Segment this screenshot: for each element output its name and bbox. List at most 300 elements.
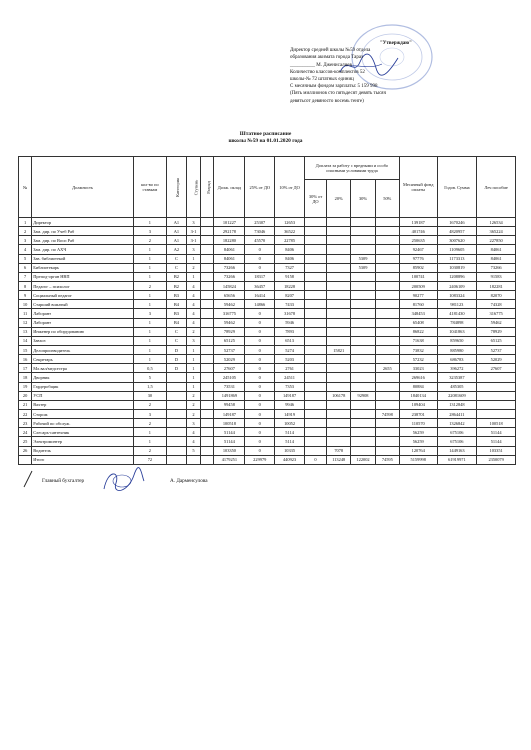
- table-row: [19, 291, 516, 300]
- grade-cell: [201, 318, 214, 327]
- table-cell: 0: [245, 419, 275, 428]
- table-cell: В3: [166, 309, 186, 318]
- table-cell: [351, 364, 375, 373]
- table-cell: 84061: [477, 254, 516, 263]
- table-cell: 139187: [399, 218, 437, 227]
- approval-line: школы-№ 72 штатных единиц: [290, 77, 354, 83]
- table-cell: 4: [186, 281, 200, 290]
- table-cell: [477, 409, 516, 418]
- table-cell: 52737: [214, 345, 245, 354]
- table-cell: [375, 263, 399, 272]
- table-cell: [327, 309, 351, 318]
- table-cell: 18228: [275, 281, 305, 290]
- table-cell: [166, 382, 186, 391]
- accountant-position: Главный бухгалтер: [42, 478, 85, 484]
- table-cell: [166, 428, 186, 437]
- table-cell: [304, 419, 326, 428]
- table-cell: [351, 309, 375, 318]
- table-cell: [304, 245, 326, 254]
- table-cell: 365224: [477, 227, 516, 236]
- table-cell: Старший вожатый: [32, 300, 134, 309]
- title-line: Штатное расписание: [239, 131, 292, 137]
- table-cell: 269616: [399, 373, 437, 382]
- table-cell: [351, 227, 375, 236]
- table-cell: 1: [186, 272, 200, 281]
- table-cell: 0: [245, 364, 275, 373]
- table-cell: 3: [186, 419, 200, 428]
- table-cell: 92908: [351, 391, 375, 400]
- table-row: [19, 336, 516, 345]
- table-cell: 1: [186, 364, 200, 373]
- table-cell: [304, 382, 326, 391]
- table-cell: 78929: [477, 327, 516, 336]
- table-row: [19, 355, 516, 364]
- table-cell: [375, 355, 399, 364]
- table-cell: [304, 218, 326, 227]
- table-cell: [327, 227, 351, 236]
- header-staff-count: кол-во по ставкам: [133, 157, 166, 218]
- staff-schedule-table: [18, 156, 516, 465]
- table-cell: 2761: [275, 364, 305, 373]
- table-cell: 0: [245, 373, 275, 382]
- table-cell: 100518: [477, 419, 516, 428]
- table-cell: 2: [133, 400, 166, 409]
- table-cell: [375, 309, 399, 318]
- table-cell: 3: [186, 336, 200, 345]
- table-cell: 1: [186, 345, 200, 354]
- table-cell: 1312848: [437, 400, 477, 409]
- total-row: [19, 455, 516, 464]
- table-cell: [327, 437, 351, 446]
- table-cell: [375, 254, 399, 263]
- table-cell: 3: [19, 236, 32, 245]
- table-cell: [375, 336, 399, 345]
- table-cell: 0: [245, 254, 275, 263]
- approval-line: (Пять миллионов сто пятьдесят девять тысяч: [290, 91, 387, 97]
- table-cell: 2864411: [437, 409, 477, 418]
- table-cell: [327, 327, 351, 336]
- table-cell: 103350: [214, 446, 245, 455]
- table-cell: 8406: [275, 245, 305, 254]
- grade-cell: [201, 446, 214, 455]
- table-cell: 1: [133, 355, 166, 364]
- table-cell: 3-1: [186, 236, 200, 245]
- table-cell: [375, 318, 399, 327]
- header-annual: Годов. Сумма: [437, 157, 477, 218]
- table-cell: [477, 373, 516, 382]
- table-cell: Социальный педагог: [32, 291, 134, 300]
- table-cell: [351, 437, 375, 446]
- table-cell: 1: [19, 218, 32, 227]
- table-cell: [304, 281, 326, 290]
- table-row: [19, 382, 516, 391]
- table-row: [19, 391, 516, 400]
- table-cell: Итого: [32, 455, 134, 464]
- table-cell: 56259: [399, 437, 437, 446]
- table-cell: [375, 345, 399, 354]
- table-cell: [304, 409, 326, 418]
- grade-cell: [201, 218, 214, 227]
- table-cell: С: [166, 254, 186, 263]
- table-cell: 250635: [399, 236, 437, 245]
- table-cell: 91583: [477, 272, 516, 281]
- grade-cell: [201, 437, 214, 446]
- table-cell: 0: [245, 382, 275, 391]
- table-cell: [375, 382, 399, 391]
- table-row: [19, 364, 516, 373]
- table-cell: 5946: [275, 318, 305, 327]
- table-row: [19, 419, 516, 428]
- table-cell: 1: [133, 336, 166, 345]
- table-cell: 11: [19, 309, 32, 318]
- table-cell: 65656: [214, 291, 245, 300]
- table-cell: 440923: [275, 455, 305, 464]
- table-cell: 74598: [375, 409, 399, 418]
- grade-cell: [201, 309, 214, 318]
- table-cell: [375, 391, 399, 400]
- table-cell: 57232: [399, 355, 437, 364]
- header-num: №: [19, 157, 32, 218]
- table-cell: 51144: [214, 437, 245, 446]
- table-cell: 51144: [214, 428, 245, 437]
- table-cell: 5203: [275, 355, 305, 364]
- table-cell: 0: [245, 309, 275, 318]
- footer: [42, 478, 208, 484]
- table-cell: [477, 382, 516, 391]
- table-cell: [304, 437, 326, 446]
- approval-title: "Утверждаю": [380, 41, 412, 46]
- table-cell: [375, 281, 399, 290]
- table-cell: 1: [133, 291, 166, 300]
- table-cell: 18: [19, 373, 32, 382]
- table-cell: Завхоз: [32, 336, 134, 345]
- table-cell: 103351: [477, 446, 516, 455]
- table-cell: 675106: [437, 428, 477, 437]
- table-cell: 1208896: [437, 272, 477, 281]
- table-cell: 0: [245, 263, 275, 272]
- table-row: [19, 428, 516, 437]
- table-cell: 675106: [437, 437, 477, 446]
- table-cell: [477, 391, 516, 400]
- table-cell: 981123: [437, 300, 477, 309]
- table-cell: 100518: [214, 419, 245, 428]
- table-cell: Сторож: [32, 409, 134, 418]
- table-cell: 110570: [399, 419, 437, 428]
- grade-cell: [201, 345, 214, 354]
- table-row: [19, 272, 516, 281]
- table-cell: 0: [245, 355, 275, 364]
- table-cell: 7893: [275, 327, 305, 336]
- table-cell: Библиотекарь: [32, 263, 134, 272]
- table-cell: 485305: [437, 382, 477, 391]
- table-cell: 3: [133, 409, 166, 418]
- table-cell: 2655: [375, 364, 399, 373]
- table-cell: Лаборант: [32, 318, 134, 327]
- table-row: [19, 409, 516, 418]
- grade-cell: [201, 364, 214, 373]
- table-cell: [304, 272, 326, 281]
- table-cell: 4: [186, 428, 200, 437]
- table-cell: 3: [133, 309, 166, 318]
- table-cell: [351, 327, 375, 336]
- table-cell: 2: [186, 400, 200, 409]
- table-cell: [304, 373, 326, 382]
- table-cell: [351, 382, 375, 391]
- table-cell: [375, 446, 399, 455]
- table-cell: 3-1: [186, 227, 200, 236]
- table-cell: 0: [245, 336, 275, 345]
- grade-cell: [201, 373, 214, 382]
- header-e20: 20%: [327, 180, 351, 218]
- header-pct10: 10% от ДО: [275, 157, 305, 218]
- table-cell: 316775: [477, 309, 516, 318]
- table-cell: Зав. библиотекой: [32, 254, 134, 263]
- table-row: [19, 236, 516, 245]
- table-cell: С: [166, 327, 186, 336]
- table-cell: [327, 355, 351, 364]
- table-cell: 0,5: [133, 364, 166, 373]
- table-cell: [304, 400, 326, 409]
- header-category: Категория: [166, 157, 186, 218]
- table-cell: Делопроизводитель: [32, 345, 134, 354]
- table-cell: 45570: [245, 236, 275, 245]
- table-cell: 1449163: [437, 446, 477, 455]
- accountant-name: А. Дарменсулова: [170, 478, 208, 484]
- approval-line: образования акимата города Тараз: [290, 55, 364, 61]
- table-cell: 56259: [399, 428, 437, 437]
- table-cell: 85902: [399, 263, 437, 272]
- table-cell: 6: [19, 263, 32, 272]
- table-cell: 1083324: [437, 291, 477, 300]
- table-cell: 20: [19, 391, 32, 400]
- header-e30: 30% от ДО: [304, 180, 326, 218]
- table-cell: [304, 345, 326, 354]
- table-cell: 86822: [399, 327, 437, 336]
- table-cell: 59462: [214, 318, 245, 327]
- table-cell: 2: [186, 391, 200, 400]
- table-cell: [327, 218, 351, 227]
- table-cell: [327, 263, 351, 272]
- table-cell: 17: [19, 364, 32, 373]
- table-cell: 36457: [245, 281, 275, 290]
- table-cell: 2350079: [477, 455, 516, 464]
- table-cell: 78929: [214, 327, 245, 336]
- table-cell: [375, 291, 399, 300]
- header-salary: Долж. оклад: [214, 157, 245, 218]
- table-cell: [304, 263, 326, 272]
- table-cell: 2: [19, 227, 32, 236]
- table-cell: 7433: [275, 300, 305, 309]
- table-cell: 0: [304, 455, 326, 464]
- table-cell: В4: [166, 318, 186, 327]
- table-cell: 182280: [214, 236, 245, 245]
- table-cell: [375, 400, 399, 409]
- table-cell: 1: [186, 355, 200, 364]
- table-cell: 61919971: [437, 455, 477, 464]
- table-cell: [375, 218, 399, 227]
- table-cell: [327, 428, 351, 437]
- table-cell: 784898: [437, 318, 477, 327]
- table-row: [19, 400, 516, 409]
- table-cell: 14866: [245, 300, 275, 309]
- table-cell: 229979: [245, 455, 275, 464]
- table-cell: 4: [186, 300, 200, 309]
- table-cell: 200509: [399, 281, 437, 290]
- table-cell: 51144: [477, 437, 516, 446]
- table-cell: 3: [133, 227, 166, 236]
- grade-cell: [201, 336, 214, 345]
- grade-cell: [201, 382, 214, 391]
- approval-line: Директор средней школы №59 отдела: [290, 48, 371, 54]
- table-cell: [375, 245, 399, 254]
- table-cell: [304, 236, 326, 245]
- table-cell: 10052: [275, 419, 305, 428]
- table-cell: 5: [186, 446, 200, 455]
- grade-cell: [201, 236, 214, 245]
- table-cell: 1: [133, 437, 166, 446]
- table-cell: 122002: [351, 455, 375, 464]
- table-cell: 0: [245, 245, 275, 254]
- table-cell: 92467: [399, 245, 437, 254]
- table-cell: 16: [19, 355, 32, 364]
- table-cell: [166, 437, 186, 446]
- table-cell: Водитель: [32, 446, 134, 455]
- table-cell: [375, 327, 399, 336]
- table-cell: [304, 227, 326, 236]
- table-cell: 3: [186, 218, 200, 227]
- grade-cell: [201, 327, 214, 336]
- table-cell: [166, 409, 186, 418]
- table-cell: 12653: [275, 218, 305, 227]
- table-cell: 82070: [477, 291, 516, 300]
- table-cell: 52737: [477, 345, 516, 354]
- table-cell: 2: [133, 446, 166, 455]
- table-cell: Дворник: [32, 373, 134, 382]
- table-cell: 4: [186, 309, 200, 318]
- table-cell: 99458: [214, 400, 245, 409]
- table-row: [19, 300, 516, 309]
- table-cell: [351, 272, 375, 281]
- table-cell: [375, 428, 399, 437]
- table-cell: [375, 227, 399, 236]
- grade-cell: [201, 409, 214, 418]
- table-cell: УСП: [32, 391, 134, 400]
- table-cell: [304, 355, 326, 364]
- table-cell: 348453: [399, 309, 437, 318]
- table-cell: [327, 364, 351, 373]
- table-cell: 84061: [477, 245, 516, 254]
- table-cell: 1030819: [437, 263, 477, 272]
- table-cell: 149187: [214, 409, 245, 418]
- table-cell: [351, 236, 375, 245]
- table-cell: [375, 300, 399, 309]
- table-cell: 145824: [214, 281, 245, 290]
- table-cell: Мл.вал/медсестра: [32, 364, 134, 373]
- table-cell: [327, 336, 351, 345]
- table-cell: [351, 373, 375, 382]
- table-cell: [166, 391, 186, 400]
- table-cell: 24: [19, 428, 32, 437]
- table-cell: 0: [245, 428, 275, 437]
- table-cell: Гардеробщик: [32, 382, 134, 391]
- header-step: Ступень: [186, 157, 200, 218]
- table-cell: 8406: [275, 254, 305, 263]
- table-cell: 19: [19, 382, 32, 391]
- table-cell: 84061: [214, 254, 245, 263]
- table-cell: 14919: [275, 409, 305, 418]
- table-cell: [375, 419, 399, 428]
- table-cell: 59462: [477, 318, 516, 327]
- table-cell: Рабочий по обслуж.: [32, 419, 134, 428]
- table-cell: [327, 373, 351, 382]
- table-cell: А1: [166, 236, 186, 245]
- table-cell: 1326842: [437, 419, 477, 428]
- table-cell: 238701: [399, 409, 437, 418]
- table-cell: [327, 318, 351, 327]
- table-cell: [327, 281, 351, 290]
- table-cell: 5159998: [399, 455, 437, 464]
- header-hazard-group: Доплата за работу с вредными и особо опасными условиями труда: [304, 157, 399, 180]
- table-cell: С: [166, 263, 186, 272]
- table-cell: 149187: [275, 391, 305, 400]
- table-cell: 73266: [214, 272, 245, 281]
- table-cell: 885980: [437, 345, 477, 354]
- header-pct25: 25% от ДО: [245, 157, 275, 218]
- table-cell: Инженер по оборудованию: [32, 327, 134, 336]
- table-cell: 1041863: [437, 327, 477, 336]
- grade-cell: [201, 400, 214, 409]
- grade-cell: [201, 291, 214, 300]
- table-cell: 15821: [327, 345, 351, 354]
- table-cell: [304, 446, 326, 455]
- table-cell: С: [166, 336, 186, 345]
- table-cell: 4: [186, 291, 200, 300]
- table-cell: 1491869: [214, 391, 245, 400]
- approval-line: девятьсот девяносто восемь тенге): [290, 98, 364, 104]
- table-cell: 22: [19, 409, 32, 418]
- approval-block: [290, 40, 515, 105]
- table-cell: 4181430: [437, 309, 477, 318]
- table-cell: 1: [133, 318, 166, 327]
- table-cell: 0: [245, 318, 275, 327]
- table-cell: 7078: [327, 446, 351, 455]
- table-cell: Зам. дир. по Восп Раб: [32, 236, 134, 245]
- table-cell: Зам. дир. по АХЧ: [32, 245, 134, 254]
- grade-cell: [201, 300, 214, 309]
- table-cell: 1840134: [399, 391, 437, 400]
- table-cell: [166, 419, 186, 428]
- table-cell: 26: [19, 446, 32, 455]
- table-cell: [375, 437, 399, 446]
- table-cell: 1: [133, 245, 166, 254]
- grade-cell: [201, 391, 214, 400]
- table-cell: [375, 236, 399, 245]
- table-cell: [351, 245, 375, 254]
- table-row: [19, 437, 516, 446]
- header-monthly: Месячный фонд оплаты: [399, 157, 437, 218]
- table-cell: 859650: [437, 336, 477, 345]
- table-cell: [166, 446, 186, 455]
- table-cell: 5309: [351, 254, 375, 263]
- table-cell: [351, 291, 375, 300]
- table-cell: 106178: [327, 391, 351, 400]
- table-cell: Вахтер: [32, 400, 134, 409]
- table-cell: [166, 400, 186, 409]
- table-cell: [351, 409, 375, 418]
- table-cell: 1: [133, 218, 166, 227]
- table-cell: 401746: [399, 227, 437, 236]
- table-row: [19, 218, 516, 227]
